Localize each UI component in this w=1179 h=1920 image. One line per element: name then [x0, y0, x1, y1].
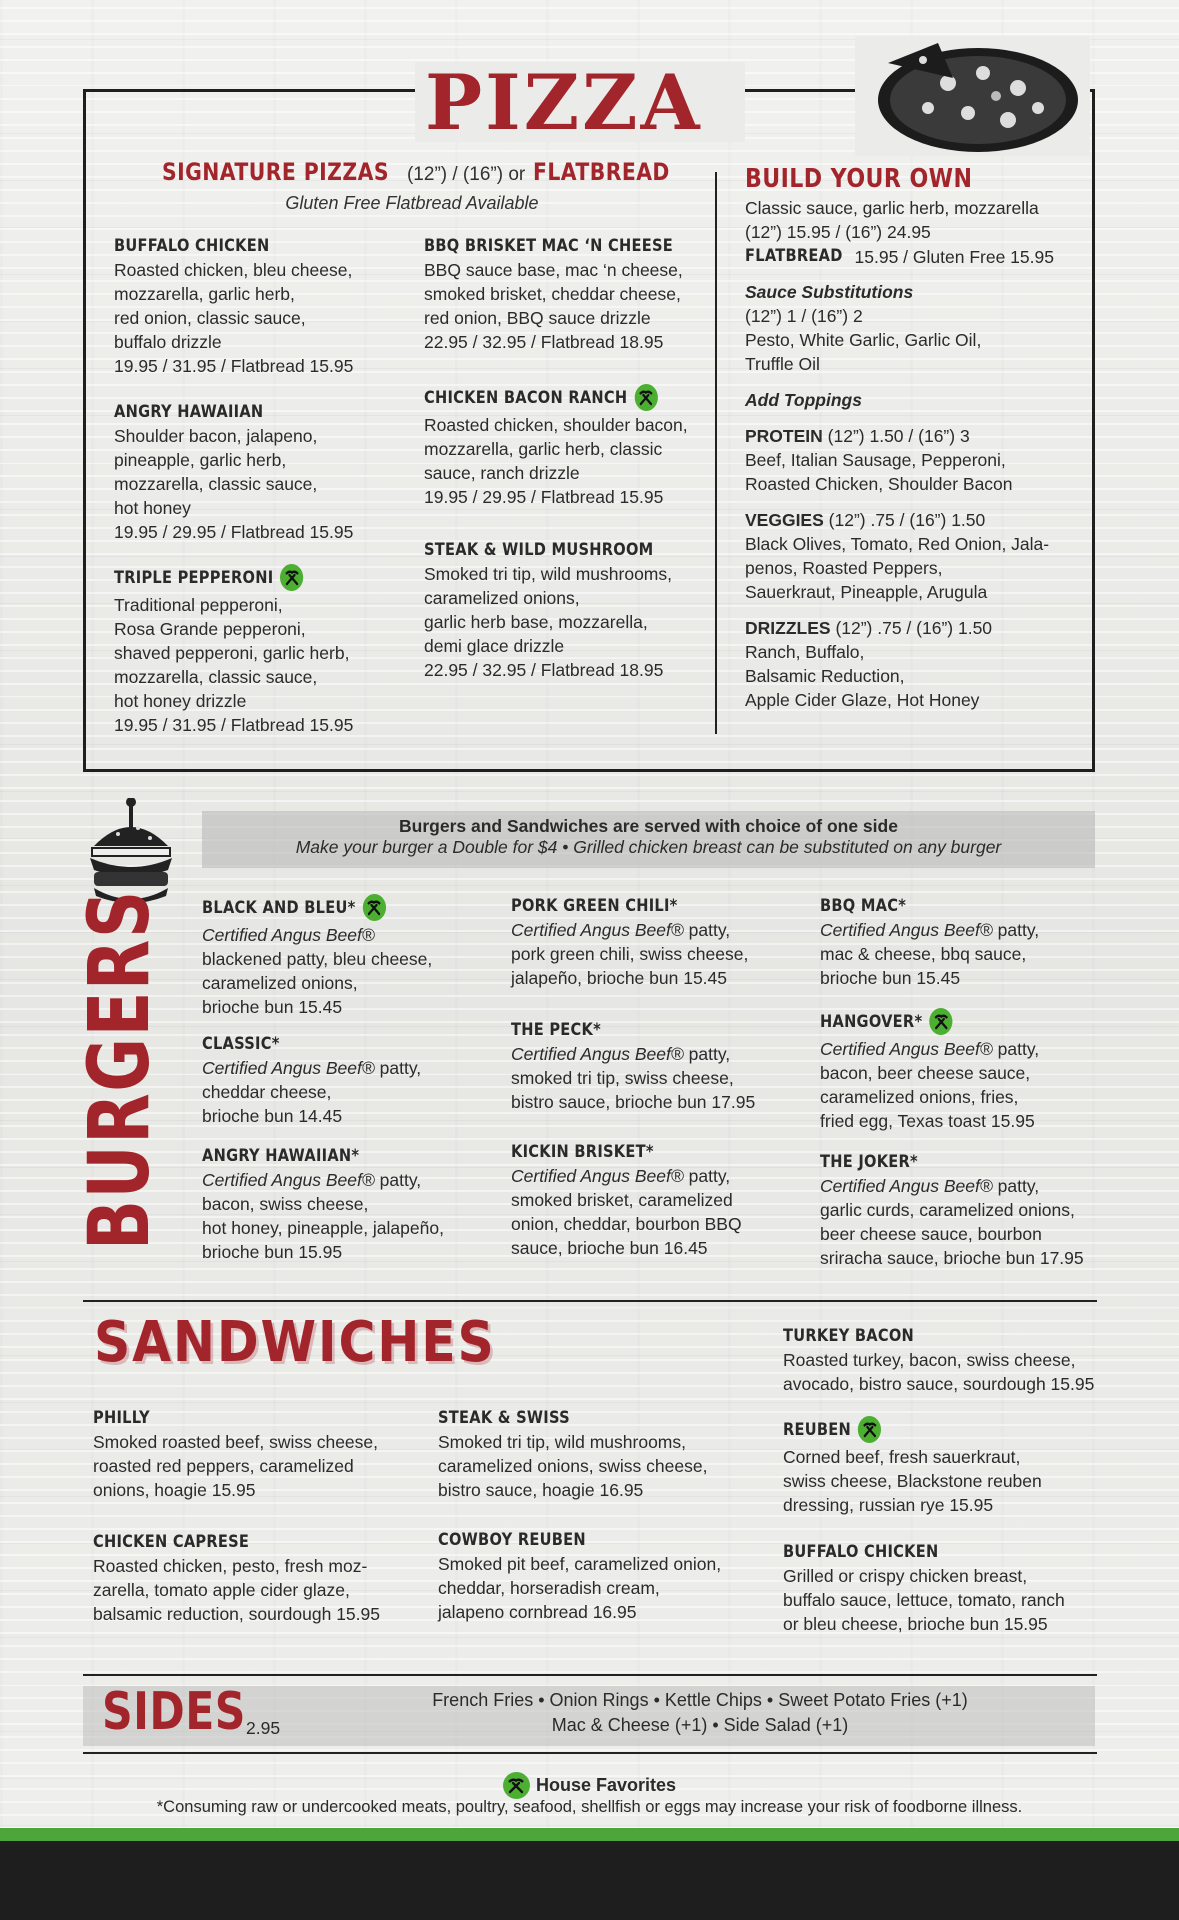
sandwich-item-name: BUFFALO CHICKEN [783, 1542, 939, 1562]
burger-item-desc: bacon, swiss cheese, hot honey, pineapple, jalapeño, brioche bun 15.95 [202, 1194, 444, 1262]
pizza-item-desc: Roasted chicken, shoulder bacon, mozzarella, garlic herb, classic sauce, ranch drizzle [424, 415, 688, 483]
banner-line-double: Make your burger a Double for $4 • Grilled chicken breast can be substituted on any burger [295, 837, 1002, 857]
burger-item-the-peck [511, 1020, 811, 1114]
protein-row [745, 424, 1085, 448]
pizza-item-desc: Roasted chicken, bleu cheese, mozzarella, garlic herb, red onion, classic sauce, buffalo drizzle [114, 260, 353, 352]
house-favorites-legend [0, 1772, 1179, 1799]
byo-base-price: (12”) 15.95 / (16”) 24.95 [745, 222, 931, 242]
burger-item-beef: Certified Angus Beef® [202, 1170, 375, 1190]
gluten-free-note: Gluten Free Flatbread Available [285, 193, 539, 213]
pizza-illustration-icon [868, 38, 1083, 156]
sandwich-item-name-row [783, 1416, 1075, 1443]
pizza-item-price: 19.95 / 31.95 / Flatbread 15.95 [114, 356, 354, 376]
pizza-item-chicken-bacon-ranch [424, 384, 714, 509]
signature-pizzas-title: SIGNATURE PIZZAS [162, 158, 389, 186]
sandwich-item-desc: Corned beef, fresh sauerkraut, swiss cheese, Blackstone reuben dressing, russian rye 15.95 [783, 1447, 1042, 1515]
pizza-item-name: STEAK & WILD MUSHROOM [424, 540, 654, 560]
signature-flatbread-label: FLATBREAD [533, 158, 671, 186]
sandwiches-section-title: SANDWICHES [94, 1310, 496, 1375]
burger-item-beef: Certified Angus Beef® [511, 920, 684, 940]
pizza-item-name-row [114, 564, 381, 591]
pizza-section-title: PIZZA [425, 58, 703, 147]
burger-item-beef: Certified Angus Beef® [511, 1166, 684, 1186]
sauce-substitutions-title: Sauce Substitutions [745, 282, 914, 302]
burger-item-patty: patty, [683, 1166, 731, 1186]
crossed-tools-icon [503, 1772, 530, 1799]
byo-flatbread-price: 15.95 / Gluten Free 15.95 [854, 247, 1054, 267]
sandwich-item-cowboy-reuben [438, 1530, 758, 1624]
burger-item-desc: bacon, beer cheese sauce, caramelized onions, fries, fried egg, Texas toast 15.95 [820, 1063, 1035, 1131]
sandwich-item-name: REUBEN [783, 1419, 852, 1440]
sandwich-item-name: STEAK & SWISS [438, 1408, 570, 1428]
burger-item-desc: cheddar cheese, brioche bun 14.45 [202, 1082, 343, 1126]
pizza-item-name: BBQ BRISKET MAC ‘N CHEESE [424, 236, 674, 256]
pizza-column-divider [715, 172, 717, 734]
sauce-substitutions-price: (12”) 1 / (16”) 2 [745, 306, 863, 326]
pizza-item-angry-hawaiian [114, 402, 414, 544]
sandwich-item-reuben [783, 1416, 1123, 1517]
sides-price: 2.95 [246, 1718, 281, 1738]
byo-flatbread-row [745, 244, 1085, 270]
burger-item-name: PORK GREEN CHILI* [511, 896, 678, 916]
burger-item-patty: patty, [683, 1044, 731, 1064]
burger-item-name-row [820, 1008, 1069, 1035]
sandwich-item-name: CHICKEN CAPRESE [93, 1532, 250, 1552]
burger-item-name: CLASSIC* [202, 1034, 280, 1054]
veggies-row [745, 508, 1085, 532]
house-favorites-label: House Favorites [535, 1775, 677, 1795]
signature-pizzas-header [162, 158, 671, 186]
drizzles-row [745, 616, 1085, 640]
pizza-item-bbq-brisket-mac [424, 236, 714, 354]
sandwich-item-chicken-caprese [93, 1532, 423, 1626]
burger-item-patty: patty, [992, 920, 1040, 940]
byo-flatbread-label: FLATBREAD [745, 246, 843, 266]
sandwich-item-turkey-bacon [783, 1326, 1123, 1396]
burger-item-patty: patty, [374, 1058, 422, 1078]
burger-item-patty: patty, [992, 1176, 1040, 1196]
veggies-list: Black Olives, Tomato, Red Onion, Jala- penos, Roasted Peppers, Sauerkraut, Pineapple, Arugula [745, 534, 1050, 602]
pizza-item-price: 19.95 / 29.95 / Flatbread 15.95 [424, 487, 664, 507]
veggies-price: (12”) .75 / (16”) 1.50 [828, 510, 986, 530]
crossed-tools-icon [280, 564, 303, 591]
pizza-item-triple-pepperoni [114, 564, 424, 737]
pizza-item-desc: Traditional pepperoni, Rosa Grande pepperoni, shaved pepperoni, garlic herb, mozzarella, classic sauce, hot honey drizzle [114, 595, 350, 711]
footer-dark-band [0, 1841, 1179, 1920]
burger-item-beef: Certified Angus Beef® [820, 920, 993, 940]
sauce-substitutions-list: Pesto, White Garlic, Garlic Oil, Truffle Oil [745, 330, 982, 374]
burger-item-name: ANGRY HAWAIIAN* [202, 1146, 360, 1166]
burger-item-desc: smoked tri tip, swiss cheese, bistro sauce, brioche bun 17.95 [511, 1068, 756, 1112]
pizza-item-desc: Smoked tri tip, wild mushrooms, caramelized onions, garlic herb base, mozzarella, demi glace drizzle [424, 564, 672, 656]
build-your-own-title: BUILD YOUR OWN [745, 164, 973, 194]
footer-green-stripe [0, 1828, 1179, 1841]
burger-item-patty: patty, [374, 1170, 422, 1190]
burger-item-the-joker [820, 1152, 1120, 1270]
sandwich-item-buffalo-chicken [783, 1542, 1123, 1636]
burger-item-beef: Certified Angus Beef® [202, 1058, 375, 1078]
pizza-item-name: BUFFALO CHICKEN [114, 236, 270, 256]
burger-item-beef: Certified Angus Beef® [511, 1044, 684, 1064]
crossed-tools-icon [929, 1008, 952, 1035]
pizza-item-desc: BBQ sauce base, mac ‘n cheese, smoked brisket, cheddar cheese, red onion, BBQ sauce drizzle [424, 260, 683, 328]
pizza-item-steak-wild-mushroom [424, 540, 714, 682]
banner-line-side: Burgers and Sandwiches are served with choice of one side [399, 816, 898, 836]
sandwich-item-steak-swiss [438, 1408, 758, 1502]
pizza-item-name: ANGRY HAWAIIAN [114, 402, 264, 422]
sandwich-item-desc: Roasted chicken, pesto, fresh moz- zarella, tomato apple cider glaze, balsamic reduction, sourdough 15.95 [93, 1556, 380, 1624]
burger-item-kickin-brisket [511, 1142, 811, 1260]
burger-item-name-row [202, 894, 460, 921]
burger-item-beef: Certified Angus Beef® [820, 1176, 993, 1196]
sandwich-item-name: PHILLY [93, 1408, 150, 1428]
crossed-tools-icon [858, 1416, 881, 1443]
sides-bottom-divider [83, 1752, 1097, 1754]
drizzles-price: (12”) .75 / (16”) 1.50 [835, 618, 993, 638]
burger-item-name: BLACK AND BLEU* [202, 897, 356, 918]
protein-label: PROTEIN [745, 426, 823, 446]
pizza-item-price: 19.95 / 29.95 / Flatbread 15.95 [114, 522, 354, 542]
foodborne-disclaimer: *Consuming raw or undercooked meats, poultry, seafood, shellfish or eggs may increase your risk of foodborne illness. [156, 1798, 1023, 1816]
sides-list-line-2: Mac & Cheese (+1) • Side Salad (+1) [551, 1715, 849, 1735]
crossed-tools-icon [362, 894, 385, 921]
crossed-tools-icon [634, 384, 657, 411]
burger-item-desc: blackened patty, bleu cheese, caramelized onions, brioche bun 15.45 [202, 949, 433, 1017]
drizzles-list: Ranch, Buffalo, Balsamic Reduction, Apple Cider Glaze, Hot Honey [745, 642, 980, 710]
burger-item-hangover [820, 1008, 1110, 1133]
sandwich-item-desc: Smoked pit beef, caramelized onion, cheddar, horseradish cream, jalapeno cornbread 16.95 [438, 1554, 722, 1622]
pizza-item-buffalo-chicken [114, 236, 414, 378]
build-your-own-section [745, 164, 1085, 712]
sides-section-title: SIDES [102, 1682, 246, 1742]
burger-item-name: THE PECK* [511, 1020, 602, 1040]
sides-list [360, 1688, 1040, 1738]
burger-item-desc: smoked brisket, caramelized onion, cheddar, bourbon BBQ sauce, brioche bun 16.45 [511, 1190, 742, 1258]
sandwich-item-name: COWBOY REUBEN [438, 1530, 586, 1550]
sandwich-item-desc: Grilled or crispy chicken breast, buffalo sauce, lettuce, tomato, ranch or bleu cheese, brioche bun 15.95 [783, 1566, 1065, 1634]
drizzles-label: DRIZZLES [745, 618, 831, 638]
burger-item-name: BBQ MAC* [820, 896, 907, 916]
burger-item-name: KICKIN BRISKET* [511, 1142, 654, 1162]
burger-item-beef: Certified Angus Beef® [820, 1039, 993, 1059]
pizza-item-name: CHICKEN BACON RANCH [424, 387, 628, 408]
veggies-label: VEGGIES [745, 510, 824, 530]
burger-item-classic [202, 1034, 502, 1128]
burger-item-patty: patty, [992, 1039, 1040, 1059]
burgers-bottom-divider [83, 1300, 1097, 1302]
pizza-item-price: 22.95 / 32.95 / Flatbread 18.95 [424, 660, 664, 680]
sandwich-item-desc: Smoked roasted beef, swiss cheese, roasted red peppers, caramelized onions, hoagie 15.95 [93, 1432, 379, 1500]
sandwich-item-philly [93, 1408, 413, 1502]
pizza-item-price: 22.95 / 32.95 / Flatbread 18.95 [424, 332, 664, 352]
sandwich-item-desc: Smoked tri tip, wild mushrooms, caramelized onions, swiss cheese, bistro sauce, hoagie 16.95 [438, 1432, 708, 1500]
burger-item-desc: garlic curds, caramelized onions, beer cheese sauce, bourbon sriracha sauce, brioche bun 17.95 [820, 1200, 1084, 1268]
byo-base-desc: Classic sauce, garlic herb, mozzarella [745, 198, 1039, 218]
sandwich-item-desc: Roasted turkey, bacon, swiss cheese, avocado, bistro sauce, sourdough 15.95 [783, 1350, 1095, 1394]
pizza-item-price: 19.95 / 31.95 / Flatbread 15.95 [114, 715, 354, 735]
burger-item-black-and-bleu [202, 894, 502, 1019]
burger-item-beef: Certified Angus Beef® [202, 925, 375, 945]
burger-item-pork-green-chili [511, 896, 811, 990]
pizza-item-name: TRIPLE PEPPERONI [114, 567, 274, 588]
pizza-item-name-row [424, 384, 673, 411]
protein-list: Beef, Italian Sausage, Pepperoni, Roasted Chicken, Shoulder Bacon [745, 450, 1013, 494]
burger-item-name: HANGOVER* [820, 1011, 923, 1032]
add-toppings-title: Add Toppings [745, 390, 862, 410]
sandwich-item-name: TURKEY BACON [783, 1326, 915, 1346]
burgers-section-title: BURGERS [70, 889, 168, 1250]
sandwiches-bottom-divider [83, 1674, 1097, 1676]
burger-item-bbq-mac [820, 896, 1110, 990]
burger-item-patty: patty, [683, 920, 731, 940]
burger-item-desc: mac & cheese, bbq sauce, brioche bun 15.45 [820, 944, 1027, 988]
burger-item-name: THE JOKER* [820, 1152, 918, 1172]
burger-item-angry-hawaiian [202, 1146, 502, 1264]
protein-price: (12”) 1.50 / (16”) 3 [827, 426, 970, 446]
pizza-item-desc: Shoulder bacon, jalapeno, pineapple, garlic herb, mozzarella, classic sauce, hot honey [114, 426, 318, 518]
burger-item-desc: pork green chili, swiss cheese, jalapeño, brioche bun 15.45 [511, 944, 749, 988]
burgers-info-banner [202, 811, 1095, 868]
signature-pizzas-sizes: (12”) / (16”) or [406, 164, 526, 185]
sides-list-line-1: French Fries • Onion Rings • Kettle Chips • Sweet Potato Fries (+1) [432, 1690, 968, 1710]
